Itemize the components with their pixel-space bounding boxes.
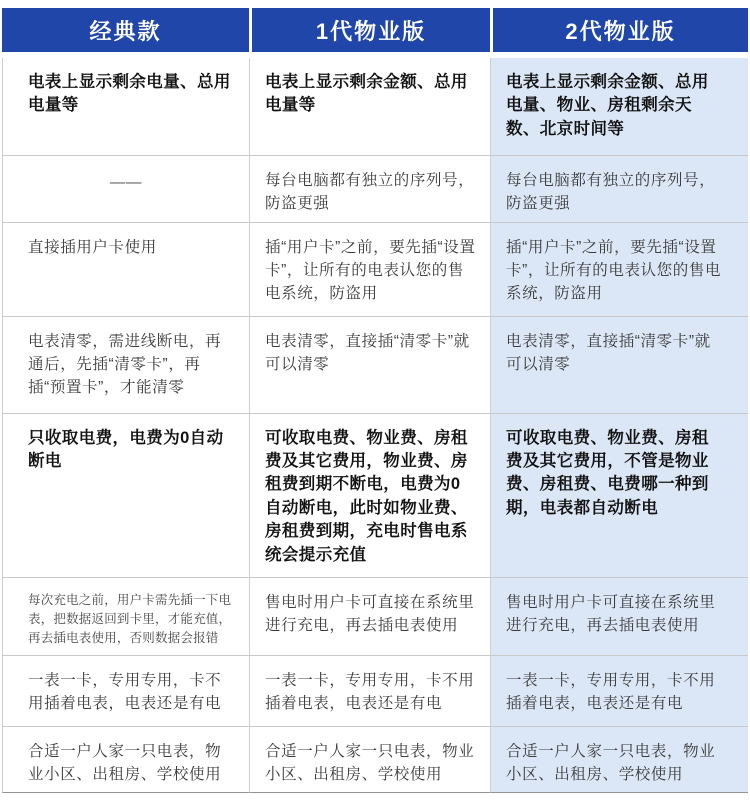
table-body <box>2 58 748 793</box>
cell-gen2-serial: 每台电脑都有独立的序列号，防盗更强 <box>490 156 748 223</box>
cell-gen1-one-card: 一表一卡，专用专用，卡不用插着电表，电表还是有电 <box>249 656 490 727</box>
table-header-row <box>2 8 748 52</box>
cell-gen1-reset: 电表清零，直接插“清零卡”就可以清零 <box>249 317 490 414</box>
cell-gen1-use-cases: 合适一户人家一只电表，物业小区、出租房、学校使用 <box>249 727 490 794</box>
cell-gen2-display: 电表上显示剩余金额、总用电量、物业、房租剩余天数、北京时间等 <box>490 58 748 156</box>
cell-gen1-recharge: 售电时用户卡可直接在系统里进行充电，再去插电表使用 <box>249 578 490 656</box>
cell-classic-reset: 电表清零，需进线断电，再通后，先插“清零卡”，再插“预置卡”，才能清零 <box>2 317 249 414</box>
table-row-user-card <box>2 223 748 317</box>
cell-gen2-recharge: 售电时用户卡可直接在系统里进行充电，再去插电表使用 <box>490 578 748 656</box>
column-header-gen2-property: 2代物业版 <box>490 8 748 52</box>
cell-gen1-serial: 每台电脑都有独立的序列号，防盗更强 <box>249 156 490 223</box>
table-row-use-cases <box>2 727 748 794</box>
table-row-one-card-per-meter <box>2 656 748 727</box>
column-header-gen1-property: 1代物业版 <box>249 8 490 52</box>
table-row-display <box>2 58 748 156</box>
table-row-serial-number <box>2 156 748 223</box>
cell-gen2-fees: 可收取电费、物业费、房租费及其它费用，不管是物业费、房租费、电费哪一种到期，电表都自动断电 <box>490 414 748 578</box>
cell-gen2-one-card: 一表一卡，专用专用，卡不用插着电表，电表还是有电 <box>490 656 748 727</box>
cell-classic-recharge: 每次充电之前，用户卡需先插一下电表，把数据返回到卡里，才能充值，再去插电表使用，否则数据会报错 <box>2 578 249 656</box>
table-row-meter-reset <box>2 317 748 414</box>
table-row-fees <box>2 414 748 578</box>
cell-classic-display: 电表上显示剩余电量、总用电量等 <box>2 58 249 156</box>
cell-classic-serial-none: —— <box>2 156 249 223</box>
column-header-classic: 经典款 <box>2 8 249 52</box>
cell-classic-one-card: 一表一卡，专用专用，卡不用插着电表，电表还是有电 <box>2 656 249 727</box>
table-row-recharge <box>2 578 748 656</box>
cell-gen2-use-cases: 合适一户人家一只电表，物业小区、出租房、学校使用 <box>490 727 748 794</box>
cell-gen1-user-card: 插“用户卡”之前，要先插“设置卡”，让所有的电表认您的售电系统，防盗用 <box>249 223 490 317</box>
cell-classic-user-card: 直接插用户卡使用 <box>2 223 249 317</box>
cell-gen1-display: 电表上显示剩余金额、总用电量等 <box>249 58 490 156</box>
cell-classic-use-cases: 合适一户人家一只电表，物业小区、出租房、学校使用 <box>2 727 249 794</box>
cell-classic-fees: 只收取电费，电费为0自动断电 <box>2 414 249 578</box>
cell-gen1-fees: 可收取电费、物业费、房租费及其它费用，物业费、房租费到期不断电，电费为0自动断电，此时如物业费、房租费到期，充电时售电系统会提示充值 <box>249 414 490 578</box>
cell-gen2-user-card: 插“用户卡”之前，要先插“设置卡”，让所有的电表认您的售电系统，防盗用 <box>490 223 748 317</box>
cell-gen2-reset: 电表清零，直接插“清零卡”就可以清零 <box>490 317 748 414</box>
